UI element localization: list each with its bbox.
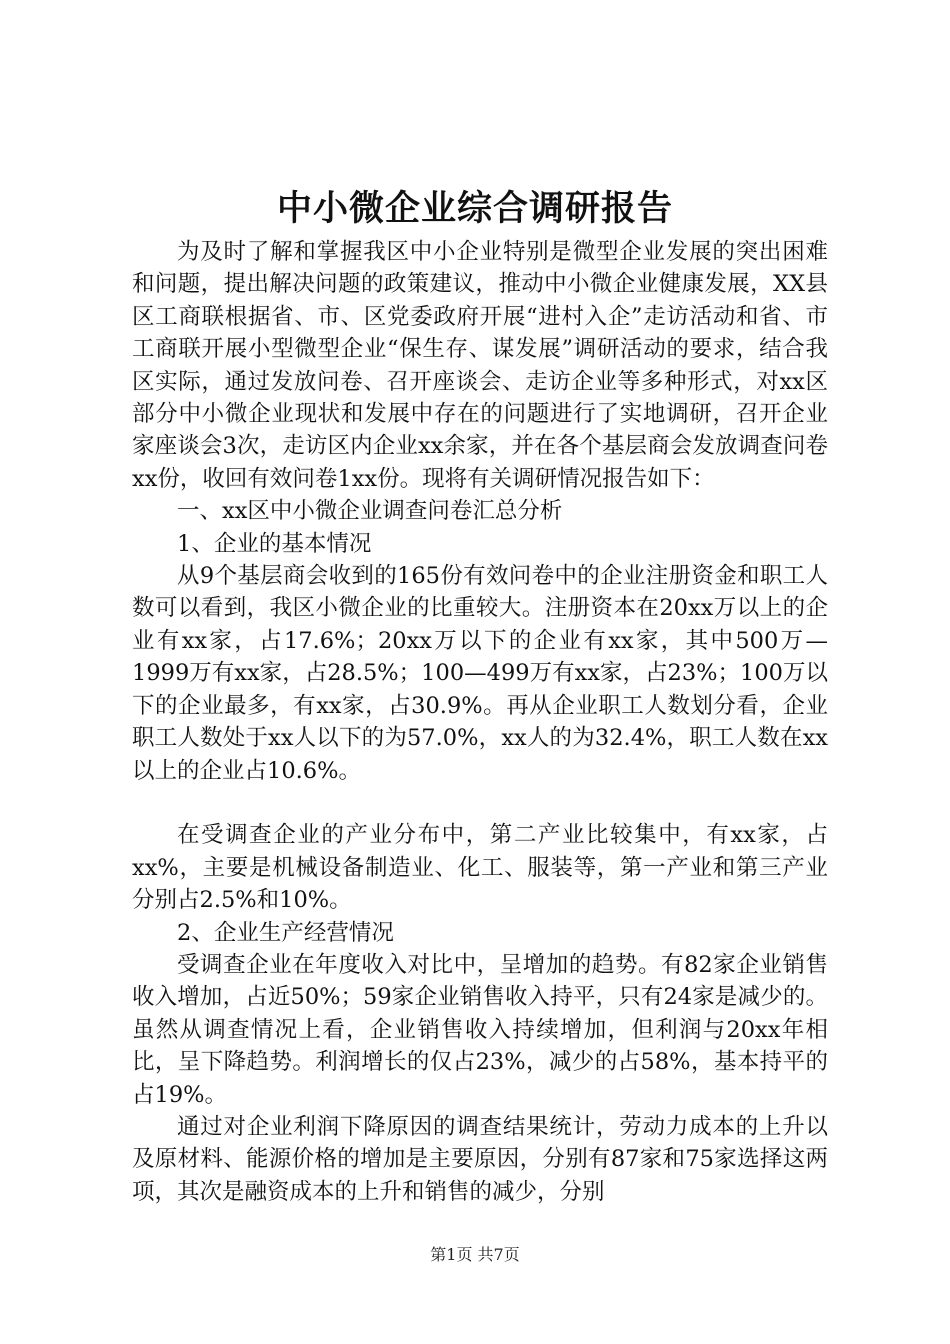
paragraph-spacer: [132, 787, 828, 819]
basic-info-paragraph: 从9个基层商会收到的165份有效问卷中的企业注册资金和职工人数可以看到，我区小微企业的比重较大。注册资本在20xx万以上的企业有xx家，占17.6%；20xx万以下的企业有xx家，其中500万—1999万有xx家，占28.5%；100—499万有xx家，占23%；100万以下的企业最多，有xx家，占30.9%。再从企业职工人数划分看，企业职工人数处于xx人以下的为57.0%，xx人的为32.4%，职工人数在xx以上的企业占10.6%。: [132, 563, 828, 784]
document-body: [132, 236, 828, 1208]
intro-paragraph: 为及时了解和掌握我区中小企业特别是微型企业发展的突出困难和问题，提出解决问题的政策建议，推动中小微企业健康发展，XX县区工商联根据省、市、区党委政府开展“进村入企”走访活动和省、市工商联开展小型微型企业“保生存、谋发展”调研活动的要求，结合我区实际，通过发放问卷、召开座谈会、走访企业等多种形式，对xx区部分中小微企业现状和发展中存在的问题进行了实地调研，召开企业家座谈会3次，走访区内企业xx余家，并在各个基层商会发放调查问卷xx份，收回有效问卷1xx份。现将有关调研情况报告如下：: [132, 239, 828, 492]
document-title: 中小微企业综合调研报告: [276, 188, 673, 229]
profit-reason-paragraph: 通过对企业利润下降原因的调查结果统计，劳动力成本的上升以及原材料、能源价格的增加是主要原因，分别有87家和75家选择这两项，其次是融资成本的上升和销售的减少，分别: [132, 1113, 828, 1205]
subsection-heading: 1、企业的基本情况: [177, 530, 372, 557]
industry-paragraph: 在受调查企业的产业分布中，第二产业比较集中，有xx家，占xx%，主要是机械设备制造业、化工、服装等，第一产业和第三产业分别占2.5%和10%。: [132, 822, 828, 914]
page-number-footer: 第1页 共7页: [430, 1245, 520, 1264]
subsection-heading: 2、企业生产经营情况: [177, 919, 394, 946]
revenue-paragraph: 受调查企业在年度收入对比中，呈增加的趋势。有82家企业销售收入增加，占近50%；59家企业销售收入持平，只有24家是减少的。虽然从调查情况上看，企业销售收入持续增加，但利润与20xx年相比，呈下降趋势。利润增长的仅占23%，减少的占58%，基本持平的占19%。: [132, 951, 828, 1108]
section-heading: 一、xx区中小微企业调查问卷汇总分析: [177, 498, 563, 525]
